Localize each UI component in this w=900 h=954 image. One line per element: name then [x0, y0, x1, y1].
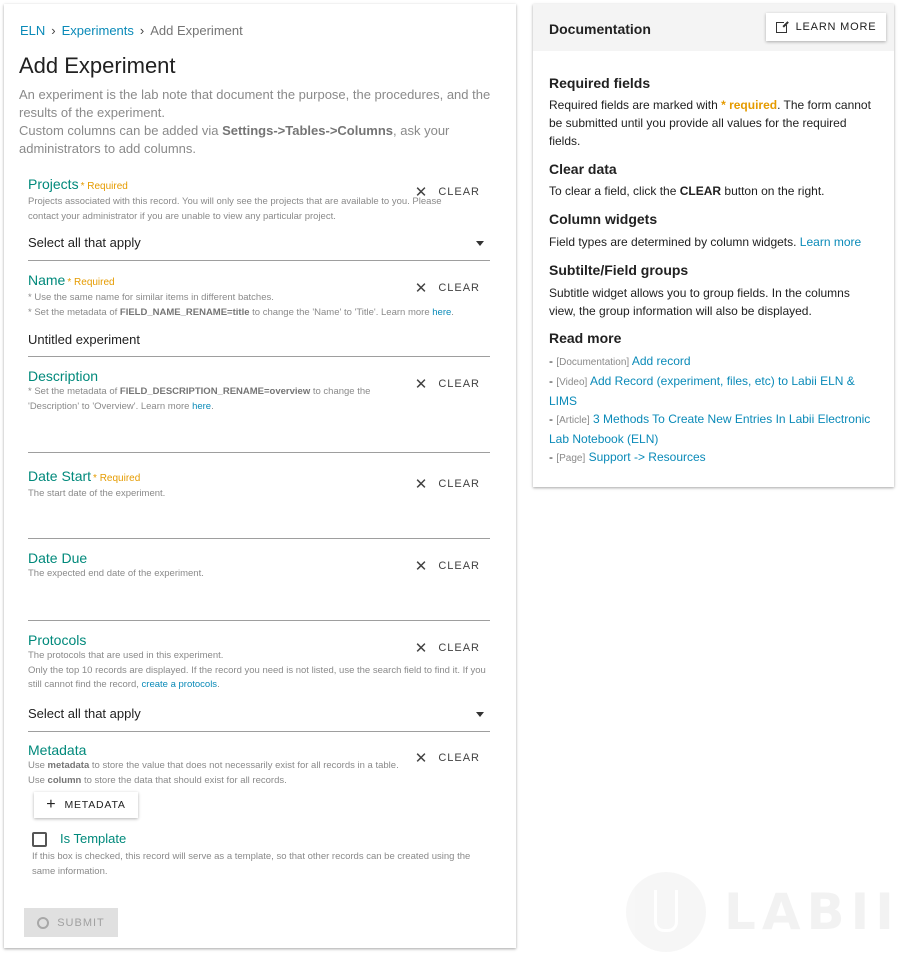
- form-card: [4, 4, 516, 948]
- read-more-link[interactable]: 3 Methods To Create New Entries In Labii Electronic Lab Notebook (ELN): [549, 412, 871, 446]
- is-template-label[interactable]: Is Template: [60, 831, 127, 846]
- intro-line-2: Custom columns can be added via Settings->Tables->Columns, ask your administrators to add columns.: [19, 123, 450, 156]
- column-widgets-text: Field types are determined by column widgets. Learn more: [549, 235, 862, 249]
- submit-button[interactable]: SUBMIT: [24, 908, 118, 937]
- add-metadata-button[interactable]: + METADATA: [34, 792, 138, 818]
- read-more-heading: Read more: [549, 330, 622, 346]
- dropdown-arrow-icon[interactable]: [476, 712, 484, 717]
- metadata-field: [28, 742, 490, 786]
- field-groups-heading: Subtilte/Field groups: [549, 262, 689, 278]
- flask-logo-icon: [626, 872, 706, 952]
- close-icon: ✕: [414, 376, 429, 393]
- name-learn-more-link[interactable]: here: [432, 306, 452, 318]
- plus-icon: +: [46, 796, 57, 813]
- clear-data-text: To clear a field, click the CLEAR button on the right.: [549, 184, 825, 198]
- page-intro: [19, 86, 501, 158]
- required-marker: * Required: [80, 181, 128, 192]
- description-learn-more-link[interactable]: here: [192, 400, 212, 412]
- projects-clear-button[interactable]: ✕ CLEAR: [414, 184, 480, 201]
- date-start-label: Date Start: [28, 468, 92, 484]
- clear-data-heading: Clear data: [549, 161, 617, 177]
- metadata-help: Use metadata to store the value that does not necessarily exist for all records in a table. Use column to store the data that should exist for all records.: [28, 760, 399, 786]
- close-icon: ✕: [414, 750, 429, 767]
- required-fields-heading: Required fields: [549, 75, 651, 91]
- breadcrumb-separator: ›: [139, 23, 145, 38]
- is-template-help: If this box is checked, this record will serve as a template, so that other records can be created using the same information.: [32, 851, 471, 877]
- documentation-title: Documentation: [549, 21, 651, 37]
- read-more-link[interactable]: Add Record (experiment, files, etc) to Labii ELN & LIMS: [549, 374, 855, 408]
- protocols-label: Protocols: [28, 632, 87, 648]
- learn-more-button[interactable]: LEARN MORE: [766, 13, 886, 41]
- description-help: * Set the metadata of FIELD_DESCRIPTION_RENAME=overview to change the 'Description' to 'Overview'. Learn more here.: [28, 386, 371, 412]
- name-input[interactable]: Untitled experiment: [28, 332, 140, 347]
- close-icon: ✕: [414, 640, 429, 657]
- required-marker: * Required: [93, 473, 141, 484]
- close-icon: ✕: [414, 184, 429, 201]
- field-groups-text: Subtitle widget allows you to group fields. In the columns view, the group information will also be displayed.: [549, 286, 850, 318]
- read-more-link[interactable]: Support -> Resources: [588, 450, 706, 464]
- date-start-help: The start date of the experiment.: [28, 488, 166, 499]
- is-template-checkbox[interactable]: [32, 832, 47, 847]
- date-start-field: [28, 468, 490, 536]
- projects-select[interactable]: Select all that apply: [28, 235, 141, 250]
- create-protocols-link[interactable]: create a protocols: [141, 679, 218, 690]
- close-icon: ✕: [414, 280, 429, 297]
- close-icon: ✕: [414, 476, 429, 493]
- date-due-clear-button[interactable]: ✕ CLEAR: [414, 558, 480, 575]
- page-title: Add Experiment: [19, 53, 176, 78]
- list-item: - [Article] 3 Methods To Create New Entries In Labii Electronic Lab Notebook (ELN): [549, 412, 871, 446]
- date-due-help: The expected end date of the experiment.: [28, 568, 204, 579]
- read-more-list: [549, 352, 879, 468]
- metadata-clear-button[interactable]: ✕ CLEAR: [414, 750, 480, 767]
- documentation-header: [533, 4, 894, 51]
- breadcrumb-separator: ›: [51, 23, 56, 38]
- date-due-field: [28, 550, 490, 618]
- name-underline: [28, 356, 490, 357]
- name-clear-button[interactable]: ✕ CLEAR: [414, 280, 480, 297]
- watermark-text: LABII: [724, 883, 900, 941]
- description-field: [28, 368, 490, 452]
- external-link-icon: [776, 22, 787, 33]
- required-fields-text: Required fields are marked with * required. The form cannot be submitted until you provide all values for the required fields.: [549, 98, 871, 148]
- list-item: - [Documentation] Add record: [549, 354, 691, 368]
- documentation-card: [533, 4, 894, 487]
- breadcrumb: [20, 23, 243, 38]
- list-item: - [Page] Support -> Resources: [549, 450, 706, 464]
- breadcrumb-eln-link[interactable]: ELN: [20, 23, 46, 38]
- description-underline: [28, 452, 490, 453]
- protocols-underline: [28, 731, 490, 732]
- projects-underline: [28, 260, 490, 261]
- list-item: - [Video] Add Record (experiment, files, etc) to Labii ELN & LIMS: [549, 374, 855, 408]
- intro-line-1: An experiment is the lab note that document the purpose, the procedures, and the results of the experiment.: [19, 87, 491, 120]
- date-due-underline: [28, 620, 490, 621]
- labii-watermark: [626, 872, 900, 952]
- name-field: [28, 272, 490, 356]
- date-start-underline: [28, 538, 490, 539]
- read-more-link[interactable]: Add record: [631, 354, 691, 368]
- projects-label: Projects: [28, 176, 79, 192]
- date-start-clear-button[interactable]: ✕ CLEAR: [414, 476, 480, 493]
- dropdown-arrow-icon[interactable]: [476, 241, 484, 246]
- projects-help: Projects associated with this record. You will only see the projects that are available to you. Please contact your administrator if you are unable to view any particular project.: [28, 196, 442, 222]
- submit-icon: [37, 917, 49, 929]
- breadcrumb-experiments-link[interactable]: Experiments: [61, 23, 134, 38]
- description-label: Description: [28, 368, 99, 384]
- date-due-label: Date Due: [28, 550, 88, 566]
- protocols-clear-button[interactable]: ✕ CLEAR: [414, 640, 480, 657]
- required-marker: * Required: [67, 277, 115, 288]
- protocols-field: [28, 632, 490, 728]
- metadata-label: Metadata: [28, 742, 87, 758]
- description-clear-button[interactable]: ✕ CLEAR: [414, 376, 480, 393]
- close-icon: ✕: [414, 558, 429, 575]
- name-help: * Use the same name for similar items in different batches. * Set the metadata of FIELD_NAME_RENAME=title to change the 'Name' to 'Title'. Learn more here.: [28, 292, 454, 318]
- column-widgets-heading: Column widgets: [549, 211, 658, 227]
- protocols-help: The protocols that are used in this experiment. Only the top 10 records are displayed. If the record you need is not listed, use the search field to find it. If you still cannot find the record, create a protocols.: [28, 650, 486, 690]
- name-label: Name: [28, 272, 66, 288]
- column-widgets-learn-more-link[interactable]: Learn more: [799, 235, 862, 249]
- protocols-select[interactable]: Select all that apply: [28, 706, 141, 721]
- breadcrumb-current: Add Experiment: [150, 23, 243, 38]
- projects-field: [28, 176, 490, 258]
